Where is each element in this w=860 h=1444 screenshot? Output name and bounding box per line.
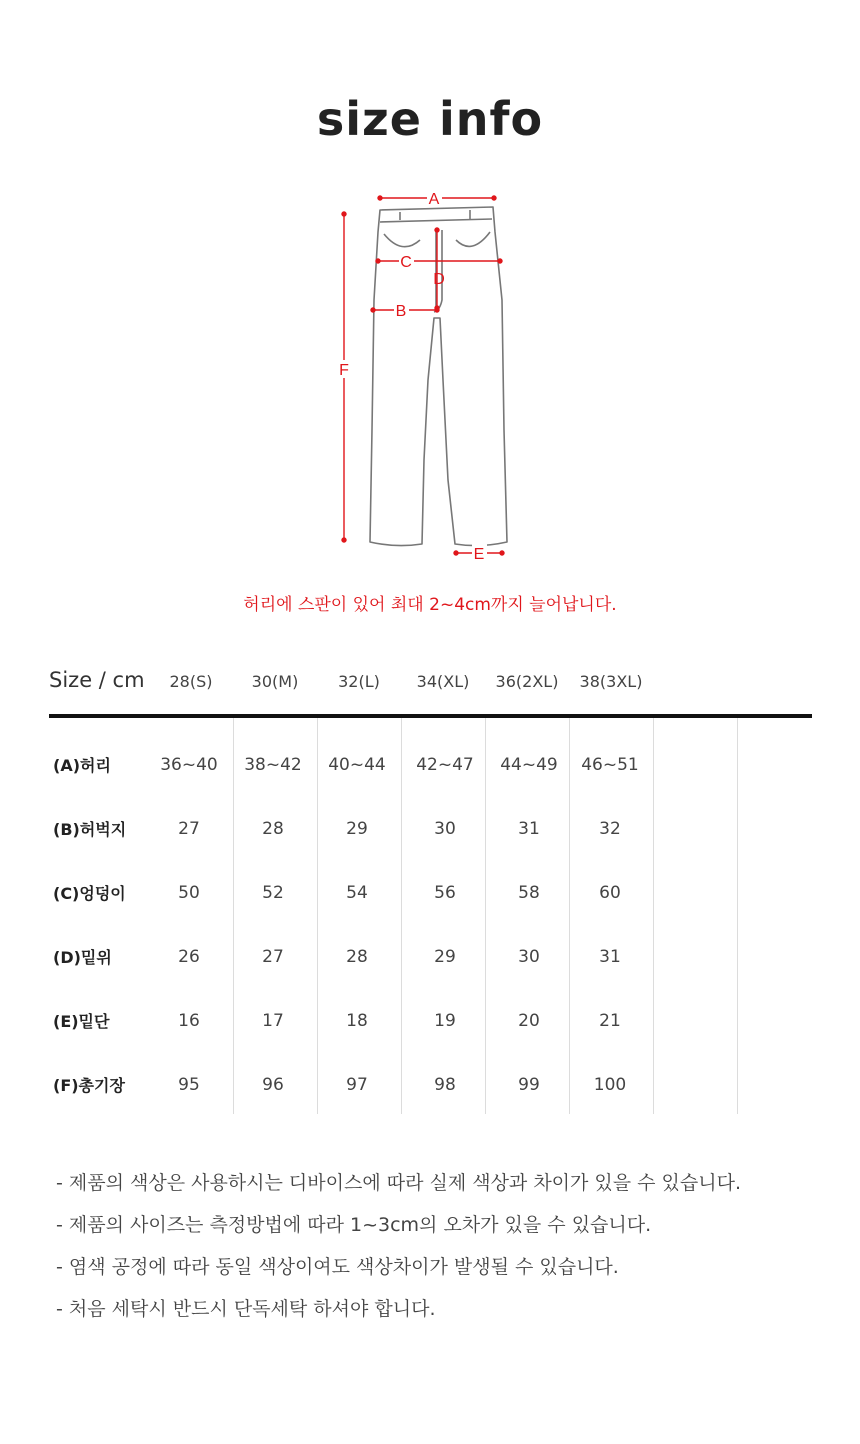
table-cell: 46~51: [581, 755, 639, 775]
table-cell: 27: [262, 947, 284, 967]
table-cell: 27: [178, 819, 200, 839]
pants-outline: [370, 207, 507, 546]
table-row: [49, 1073, 811, 1103]
table-cell: 95: [178, 1075, 200, 1095]
header-label: Size / cm: [49, 668, 145, 692]
table-row: [49, 1009, 811, 1039]
table-cell: 31: [518, 819, 540, 839]
pants-diagram: [330, 185, 530, 565]
table-cell: 54: [346, 883, 368, 903]
table-row: [49, 753, 811, 783]
header-size: 30(M): [251, 672, 299, 691]
label-e: E: [473, 546, 485, 563]
header-size: 38(3XL): [579, 672, 643, 691]
waist-stretch-note: 허리에 스판이 있어 최대 2~4cm까지 늘어납니다.: [243, 595, 617, 615]
table-cell: 18: [346, 1011, 368, 1031]
table-cell: 44~49: [500, 755, 558, 775]
table-cell: 31: [599, 947, 621, 967]
row-label: (B)허벅지: [53, 820, 127, 839]
table-cell: 29: [434, 947, 456, 967]
table-cell: 17: [262, 1011, 284, 1031]
table-cell: 42~47: [416, 755, 474, 775]
row-label: (D)밑위: [53, 948, 112, 967]
table-cell: 20: [518, 1011, 540, 1031]
table-cell: 100: [593, 1075, 627, 1095]
table-cell: 60: [599, 883, 621, 903]
notice-line: - 제품의 색상은 사용하시는 디바이스에 따라 실제 색상과 차이가 있을 수 있습니다.: [56, 1172, 742, 1194]
table-cell: 32: [599, 819, 621, 839]
table-row: [49, 881, 811, 911]
table-cell: 99: [518, 1075, 540, 1095]
header-size: 34(XL): [416, 672, 470, 691]
notice-line: - 제품의 사이즈는 측정방법에 따라 1~3cm의 오차가 있을 수 있습니다.: [56, 1214, 652, 1236]
table-cell: 38~42: [244, 755, 302, 775]
table-cell: 98: [434, 1075, 456, 1095]
table-cell: 16: [178, 1011, 200, 1031]
label-d: D: [433, 271, 445, 288]
label-f: F: [339, 362, 349, 379]
row-label: (A)허리: [53, 756, 111, 775]
table-cell: 36~40: [160, 755, 218, 775]
label-c: C: [400, 254, 412, 271]
table-cell: 52: [262, 883, 284, 903]
label-b: B: [395, 303, 407, 320]
notice-line: - 염색 공정에 따라 동일 색상이여도 색상차이가 발생될 수 있습니다.: [56, 1256, 619, 1278]
table-cell: 28: [262, 819, 284, 839]
table-row: [49, 945, 811, 975]
table-cell: 30: [434, 819, 456, 839]
table-cell: 28: [346, 947, 368, 967]
row-label: (E)밑단: [53, 1012, 110, 1031]
row-label: (C)엉덩이: [53, 884, 126, 903]
table-cell: 50: [178, 883, 200, 903]
header-divider: [49, 714, 812, 718]
header-size: 28(S): [169, 672, 213, 691]
table-cell: 26: [178, 947, 200, 967]
page-title: size info: [316, 92, 544, 146]
table-cell: 21: [599, 1011, 621, 1031]
table-cell: 30: [518, 947, 540, 967]
table-row: [49, 817, 811, 847]
table-cell: 40~44: [328, 755, 386, 775]
notice-line: - 처음 세탁시 반드시 단독세탁 하셔야 합니다.: [56, 1298, 436, 1320]
table-cell: 97: [346, 1075, 368, 1095]
size-table-header: [49, 668, 811, 698]
label-a: A: [428, 191, 440, 208]
header-size: 36(2XL): [495, 672, 559, 691]
table-cell: 29: [346, 819, 368, 839]
table-cell: 96: [262, 1075, 284, 1095]
table-cell: 19: [434, 1011, 456, 1031]
header-size: 32(L): [338, 672, 380, 691]
row-label: (F)총기장: [53, 1076, 125, 1095]
table-cell: 56: [434, 883, 456, 903]
table-cell: 58: [518, 883, 540, 903]
